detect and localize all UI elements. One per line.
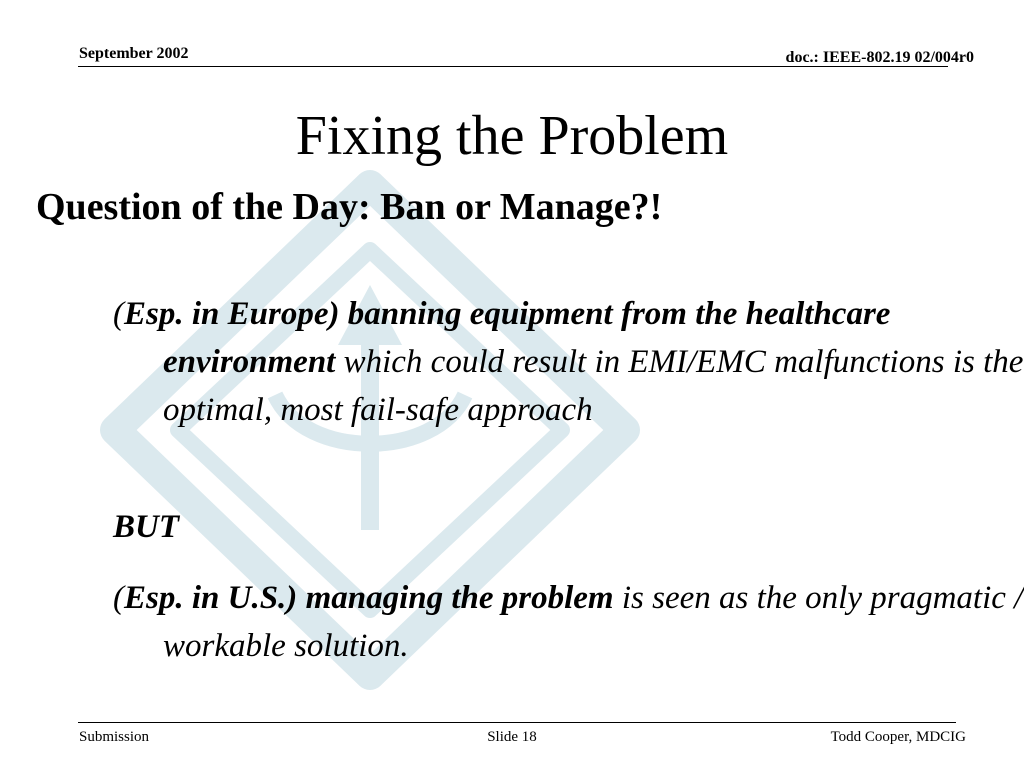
slide-title: Fixing the Problem [295,105,729,167]
paragraph-rest: is seen as the only pragmatic / workable solution. [163,580,1024,664]
paragraph-rest: which could result in EMI/EMC malfunctions is the optimal, most fail-safe approach [163,344,1024,428]
slide-subtitle: Question of the Day: Ban or Manage?! [36,186,663,228]
paragraph-region: Esp. in Europe) [124,296,340,332]
footer-submission: Submission [79,729,150,745]
footer-divider [78,722,956,723]
paragraph-emphasis: managing the problem [297,580,614,616]
paragraph-emphasis: banning equipment from the healthcare environment [163,296,891,380]
header-doc-id: doc.: IEEE-802.19 02/004r0 [785,49,974,66]
paragraph-open-paren: ( [113,580,124,616]
footer-author: Todd Cooper, MDCIG [830,729,966,745]
paragraph-europe [113,290,1024,434]
header-divider [78,66,948,67]
paragraph-region: Esp. in U.S.) [124,580,298,616]
header-date: September 2002 [79,45,189,62]
paragraph-us [113,574,1024,670]
paragraph-open-paren: ( [113,296,124,332]
paragraph-but: BUT [113,509,179,545]
footer-slide-number: Slide 18 [487,729,537,745]
